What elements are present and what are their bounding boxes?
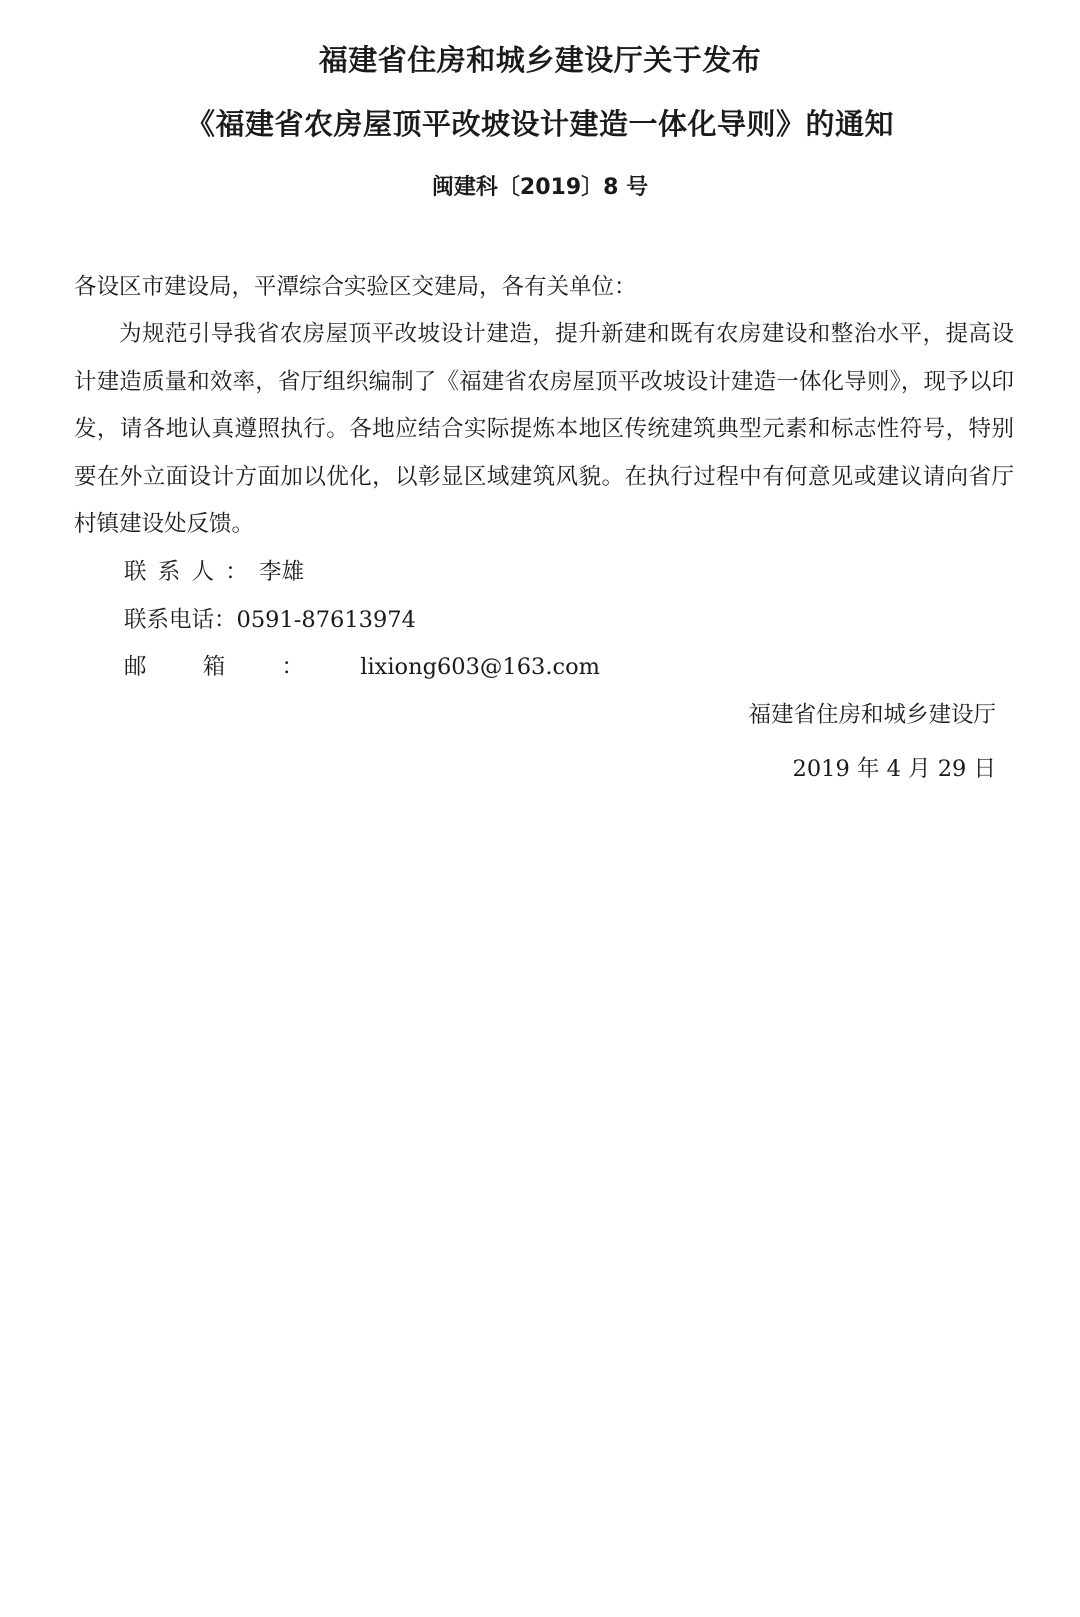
contact-email-value: lixiong603@163.com <box>360 654 601 680</box>
contact-person-value: 李雄 <box>259 559 305 585</box>
contact-person <box>124 549 304 597</box>
document-title-line-1: 福建省住房和城乡建设厅关于发布 <box>318 43 762 77</box>
contact-phone-value: 0591-87613974 <box>236 607 416 633</box>
contact-email <box>124 644 600 692</box>
salutation: 各设区市建设局，平潭综合实验区交建局，各有关单位： <box>74 274 637 300</box>
contact-phone-label: 联系电话： <box>124 607 237 633</box>
contact-email-label: 邮箱： <box>124 654 361 680</box>
contact-person-label: 联系人： <box>124 559 260 585</box>
signature-date: 2019 年 4 月 29 日 <box>792 756 996 782</box>
contact-phone <box>124 597 416 645</box>
document-number: 闽建科〔2019〕8 号 <box>431 175 649 200</box>
document-title-line-2: 《福建省农房屋顶平改坡设计建造一体化导则》的通知 <box>185 107 894 141</box>
signature-organization: 福建省住房和城乡建设厅 <box>748 702 996 728</box>
main-paragraph: 为规范引导我省农房屋顶平改坡设计建造，提升新建和既有农房建设和整治水平，提高设计建造质量和效率，省厅组织编制了《福建省农房屋顶平改坡设计建造一体化导则》，现予以印发，请各地认真遵照执行。各地应结合实际提炼本地区传统建筑典型元素和标志性符号，特别要在外立面设计方面加以优化，以彰显区域建筑风貌。在执行过程中有何意见或建议请向省厅村镇建设处反馈。 <box>74 321 1014 537</box>
